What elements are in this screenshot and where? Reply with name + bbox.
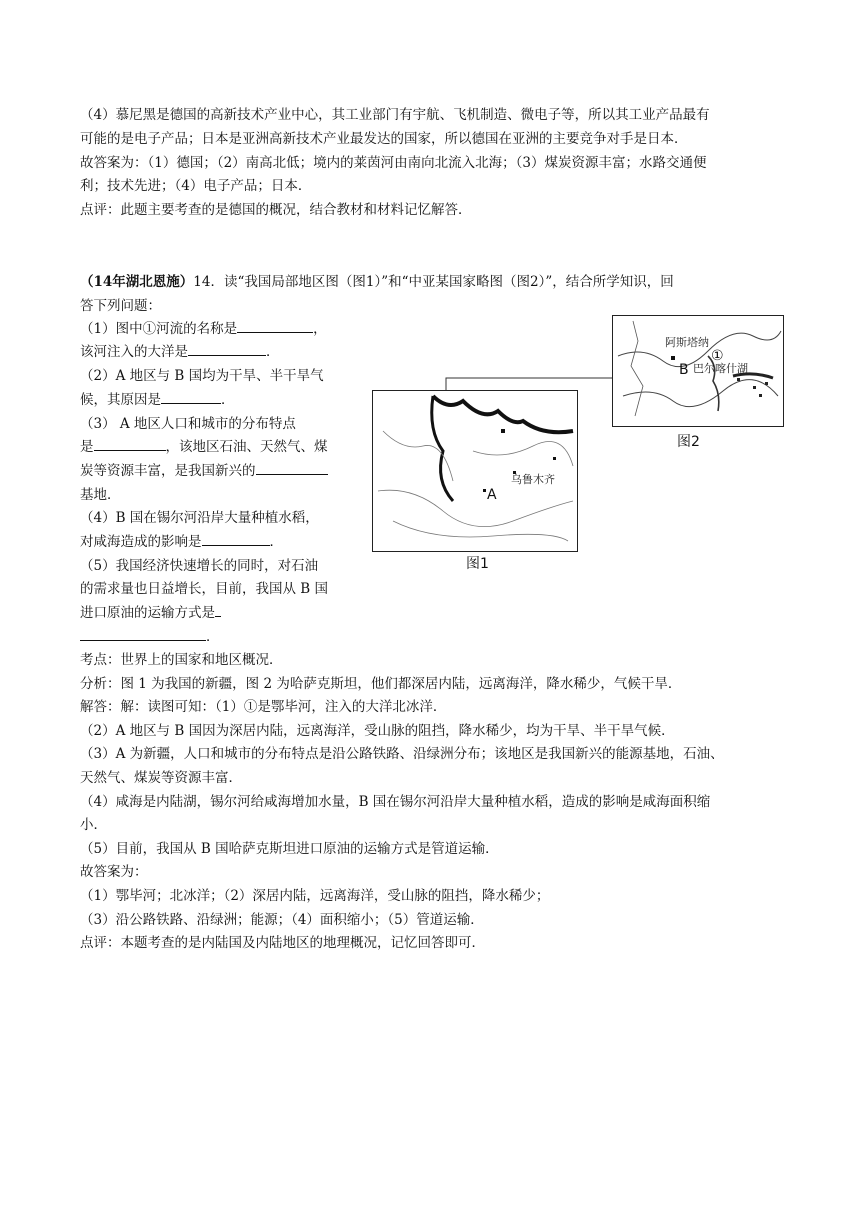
question-stem-text: 14．读“我国局部地区图（图1）”和“中亚某国家略图（图2）”，结合所学知识，回 xyxy=(193,274,674,290)
river-1-marker: ① xyxy=(711,348,724,364)
subquestion-1: （1）图中①河流的名称是 ， xyxy=(80,318,327,340)
city-dot xyxy=(759,394,762,397)
city-dot xyxy=(753,386,756,389)
subquestion-5-cont: 的需求量也日益增长，目前，我国从 B 国 xyxy=(80,581,329,597)
figure-2-caption: 图2 xyxy=(677,434,700,450)
subquestion-3-cont: 炭等资源丰富，是我国新兴的 xyxy=(80,460,328,482)
prev-explanation-line: （4）慕尼黑是德国的高新技术产业中心，其工业部门有宇航、飞机制造、微电子等，所以其工业产品最有 xyxy=(80,107,710,123)
figure-1-map xyxy=(372,390,578,552)
subquestion-5: （5）我国经济快速增长的同时，对石油 xyxy=(80,558,319,574)
answer-title: 故答案为： xyxy=(80,864,148,880)
urumqi-dot xyxy=(501,429,505,433)
national-border xyxy=(432,396,453,501)
figure-2-map xyxy=(612,315,784,427)
answer-blank xyxy=(188,341,266,356)
subquestion-5-cont: 进口原油的运输方式是 xyxy=(80,602,221,624)
solution-line: （4）咸海是内陆湖，锡尔河给咸海增加水量，B 国在锡尔河沿岸大量种植水稻，造成的影响是咸海面积缩 xyxy=(80,794,711,810)
solution-line: （5）目前，我国从 B 国哈萨克斯坦进口原油的运输方式是管道运输． xyxy=(80,841,499,857)
country-b-label: B xyxy=(679,362,689,378)
urumqi-label: 乌鲁木齐 xyxy=(511,473,555,486)
city-dot xyxy=(483,489,486,492)
subquestion-3-cont: 基地． xyxy=(80,487,121,503)
subquestion-2: （2）A 地区与 B 国均为干旱、半干旱气 xyxy=(80,368,324,384)
prev-comment-line: 点评：此题主要考查的是德国的概况，结合教材和材料记忆解答． xyxy=(80,202,472,218)
region-border xyxy=(473,442,573,467)
prev-explanation-line: 可能的是电子产品；日本是亚洲高新技术产业最发达的国家，所以德国在亚洲的主要竞争对手是日本． xyxy=(80,131,688,147)
balkhash-label: 巴尔喀什湖 xyxy=(693,362,748,375)
region-border xyxy=(393,521,568,541)
city-dot xyxy=(553,457,556,460)
figure-1-caption: 图1 xyxy=(466,556,489,572)
subquestion-4: （4）B 国在锡尔河沿岸大量种植水稻， xyxy=(80,510,319,526)
national-border xyxy=(433,396,573,432)
subquestion-4-cont: 对咸海造成的影响是 ． xyxy=(80,531,283,553)
answer-blank xyxy=(94,436,166,451)
kazakhstan-map-svg xyxy=(613,316,783,426)
astana-dot xyxy=(671,356,675,360)
solution-jieda: 解答：解：读图可知：（1）①是鄂毕河，注入的大洋北冰洋． xyxy=(80,699,447,715)
solution-line: 天然气、煤炭等资源丰富． xyxy=(80,770,242,786)
prev-answer-line: 故答案为：（1）德国；（2）南高北低；境内的莱茵河由南向北流入北海；（3）煤炭资源丰富；水路交通便 xyxy=(80,155,707,171)
answer-blank xyxy=(215,602,221,617)
xinjiang-map-svg xyxy=(373,391,577,551)
subquestion-5-cont: ． xyxy=(80,626,220,648)
solution-line: （2）A 地区与 B 国因为深居内陆，远离海洋，受山脉的阻挡，降水稀少，均为干旱、半干旱气候． xyxy=(80,723,675,739)
solution-kaodian: 考点：世界上的国家和地区概况． xyxy=(80,652,283,668)
subquestion-2-cont: 候，其原因是 ． xyxy=(80,389,235,411)
solution-line: 小． xyxy=(80,817,107,833)
answer-blank xyxy=(237,318,313,333)
answer-line: （1）鄂毕河；北冰洋；（2）深居内陆，远离海洋，受山脉的阻挡，降水稀少； xyxy=(80,888,550,904)
river-line xyxy=(631,321,643,416)
answer-blank xyxy=(80,626,206,641)
solution-fenxi: 分析：图 1 为我国的新疆，图 2 为哈萨克斯坦，他们都深居内陆，远离海洋，降水稀少，气候干旱． xyxy=(80,676,682,692)
city-dot xyxy=(765,382,768,385)
map-border xyxy=(623,380,778,407)
question-source: （14年湖北恩施） xyxy=(80,274,194,290)
answer-line: （3）沿公路铁路、沿绿洲；能源；（4）面积缩小；（5）管道运输． xyxy=(80,912,484,928)
answer-blank xyxy=(161,389,221,404)
subquestion-3-cont: 是 ，该地区石油、天然气、煤 xyxy=(80,436,328,458)
solution-line: （3）A 为新疆，人口和城市的分布特点是沿公路铁路、沿绿洲分布；该地区是我国新兴的能源基地，石油、 xyxy=(80,746,724,762)
city-dot xyxy=(737,378,740,381)
region-a-label: A xyxy=(487,487,497,503)
astana-label: 阿斯塔纳 xyxy=(665,336,709,349)
answer-blank xyxy=(256,460,328,475)
question-stem xyxy=(80,271,674,293)
solution-comment: 点评：本题考查的是内陆国及内陆地区的地理概况，记忆回答即可． xyxy=(80,935,485,951)
subquestion-1-cont: 该河注入的大洋是 ． xyxy=(80,341,280,363)
region-border xyxy=(378,490,573,526)
question-stem-cont: 答下列问题： xyxy=(80,298,161,314)
subquestion-3: （3） A 地区人口和城市的分布特点 xyxy=(80,416,296,432)
answer-blank xyxy=(202,531,270,546)
prev-answer-line: 利；技术先进；（4）电子产品；日本． xyxy=(80,178,312,194)
